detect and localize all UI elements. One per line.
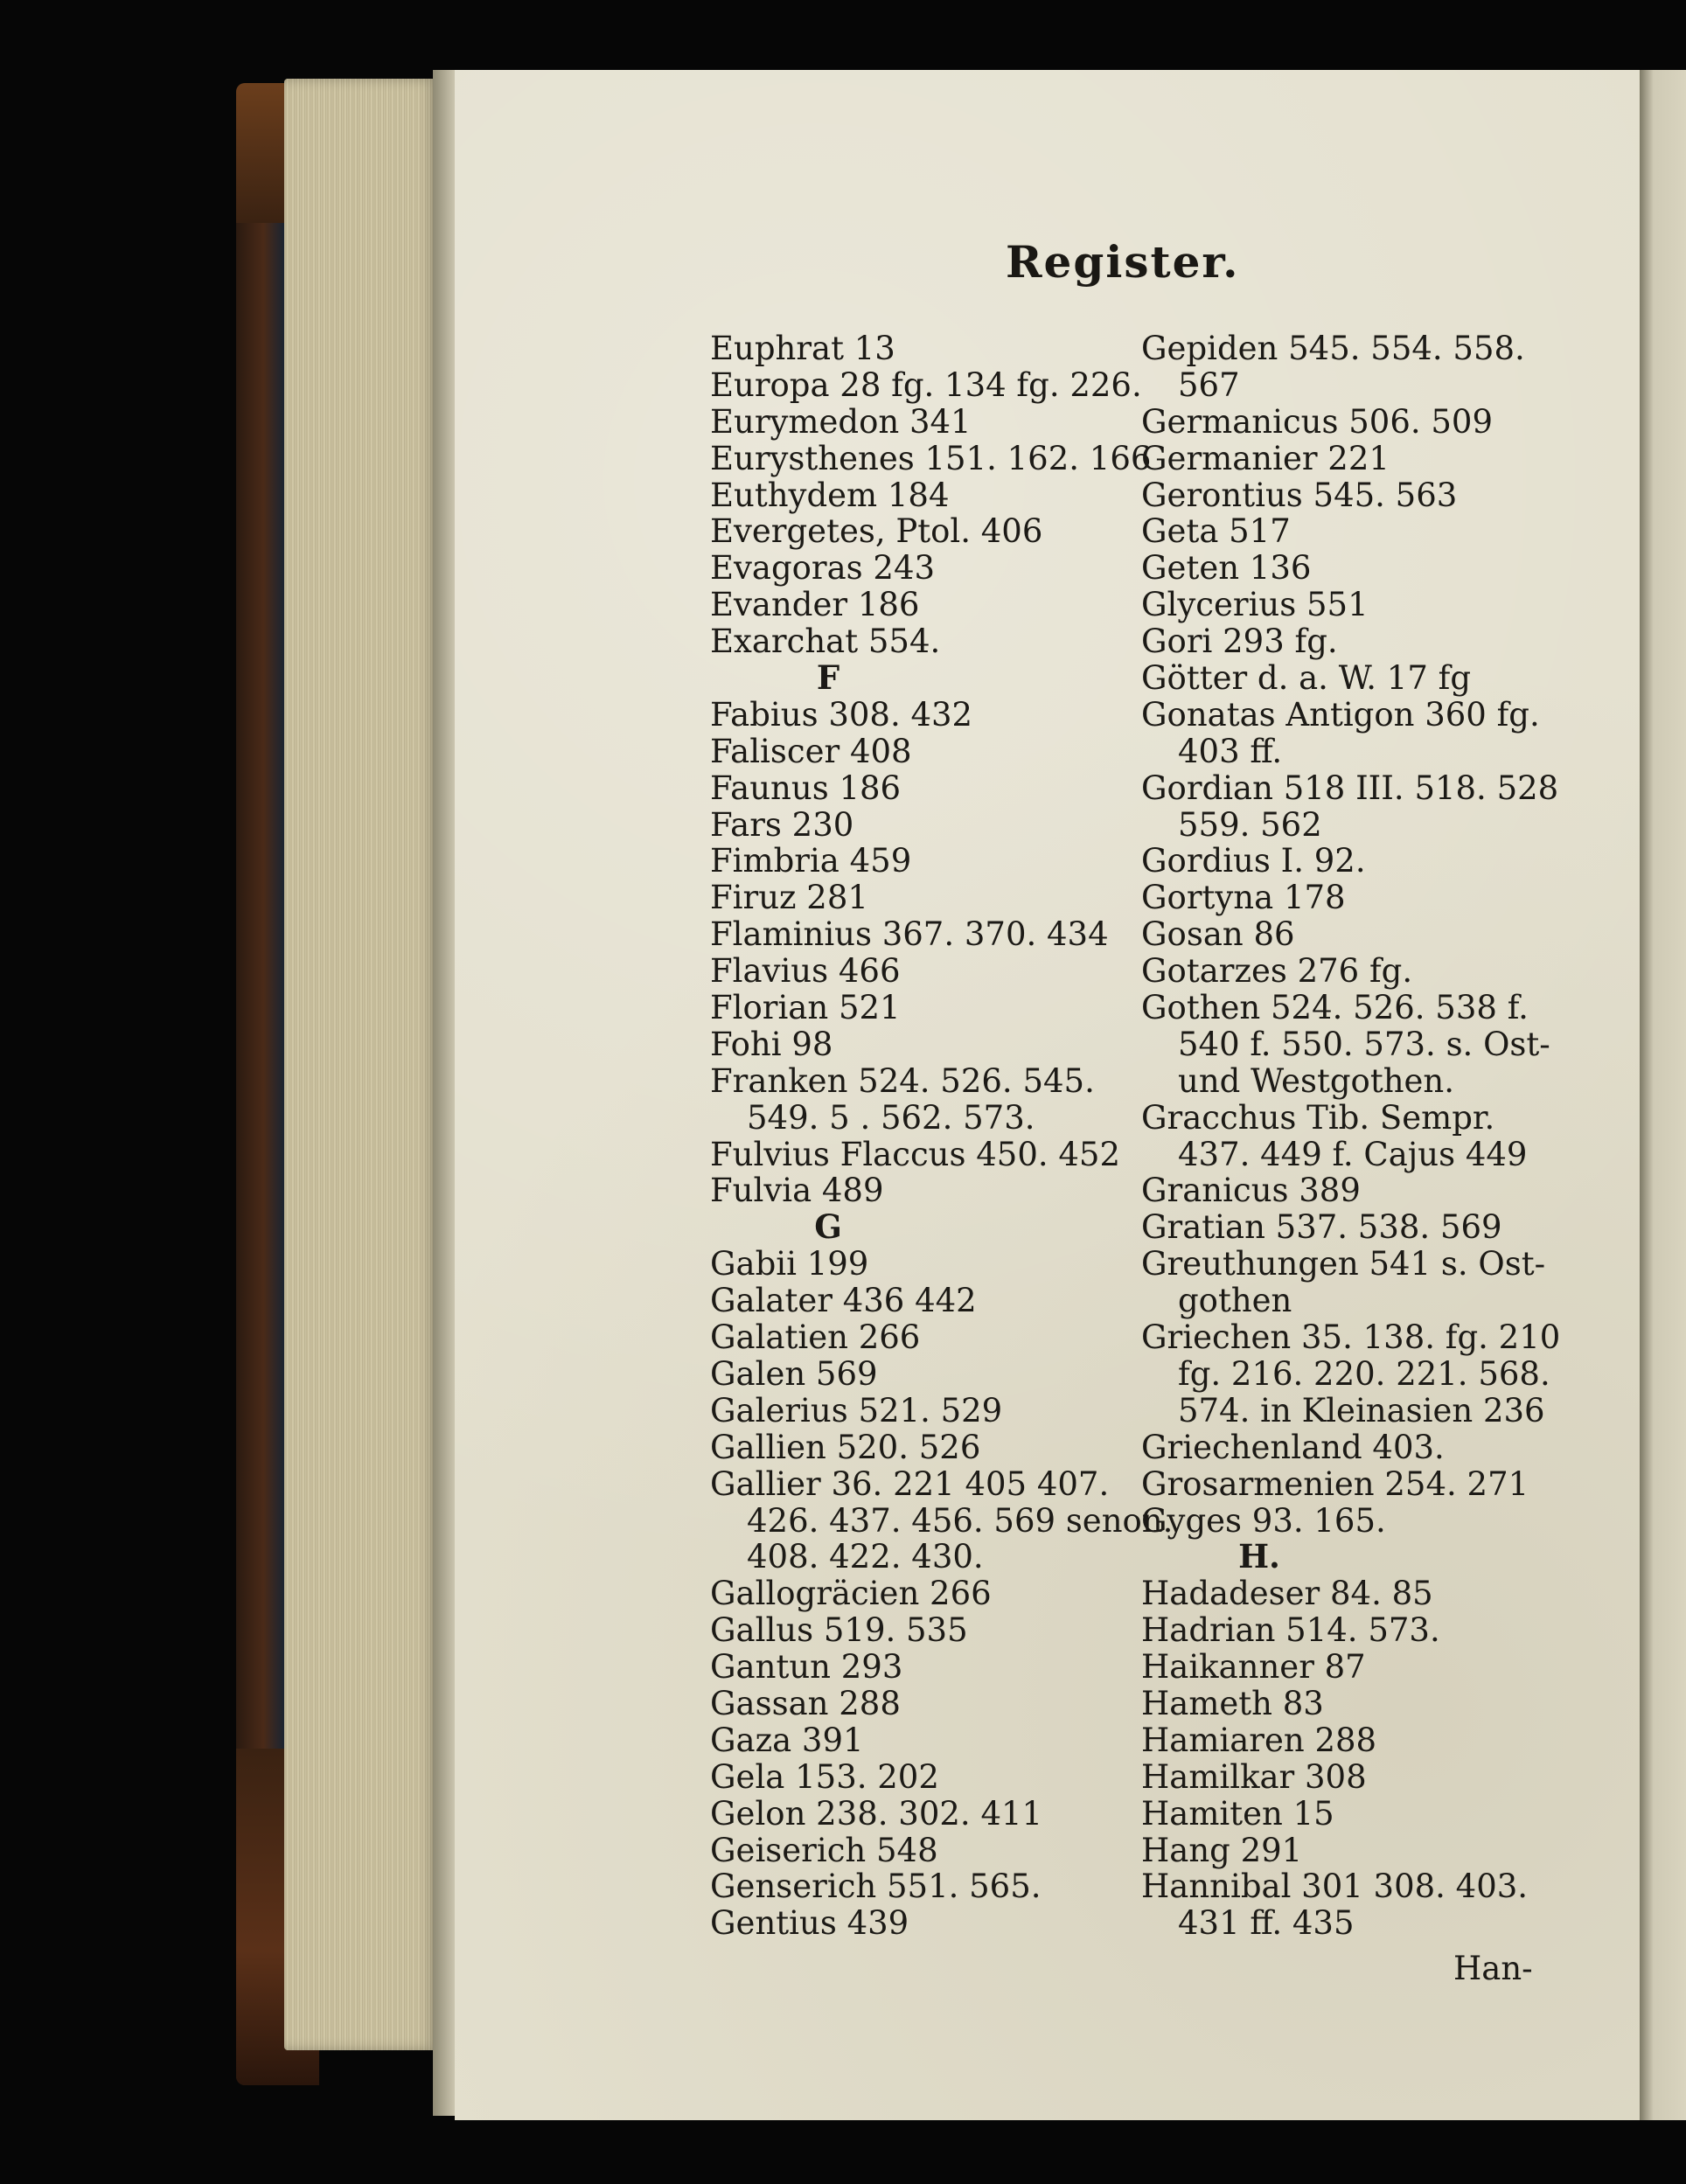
index-entry: Fabius 308. 432: [710, 695, 973, 734]
index-entry: Gratian 537. 538. 569: [1141, 1208, 1502, 1247]
index-entry: Exarchat 554.: [710, 623, 941, 661]
index-entry: Gallus 519. 535: [710, 1611, 968, 1650]
index-entry: Fulvius Flaccus 450. 452: [710, 1135, 1121, 1173]
index-entry: Gordius I. 92.: [1141, 842, 1366, 880]
index-entry: Griechen 35. 138. fg. 210: [1141, 1318, 1561, 1357]
index-entry: Genserich 551. 565.: [710, 1868, 1042, 1906]
index-entry: Gyges 93. 165.: [1141, 1501, 1386, 1540]
index-entry: Glycerius 551: [1141, 586, 1369, 624]
index-entry: Hameth 83: [1141, 1684, 1324, 1722]
index-entry: Germanicus 506. 509: [1141, 402, 1494, 441]
index-column-right: [1141, 330, 1561, 1942]
index-entry: Grosarmenien 254. 271: [1141, 1464, 1529, 1503]
index-entry: Gelon 238. 302. 411: [710, 1794, 1043, 1833]
index-entry: 403 ff.: [1178, 732, 1283, 770]
index-entry: Galerius 521. 529: [710, 1391, 1003, 1429]
index-entry: Galatien 266: [710, 1318, 921, 1357]
index-entry: Faunus 186: [710, 769, 902, 807]
index-entry: Gallogräcien 266: [710, 1575, 992, 1613]
index-entry: Fimbria 459: [710, 842, 912, 880]
index-entry: Haikanner 87: [1141, 1648, 1366, 1687]
index-entry: Gotarzes 276 fg.: [1141, 952, 1413, 991]
index-entry: Fars 230: [710, 805, 854, 844]
index-entry: Gentius 439: [710, 1904, 909, 1943]
index-column-left: [710, 330, 1174, 1943]
index-entry: 559. 562: [1178, 805, 1322, 844]
index-entry: Euthydem 184: [710, 476, 950, 514]
index-entry: Gallier 36. 221 405 407.: [710, 1464, 1110, 1503]
index-entry: Franken 524. 526. 545.: [710, 1061, 1095, 1100]
index-entry: 431 ff. 435: [1178, 1904, 1355, 1943]
index-entry: Gonatas Antigon 360 fg.: [1141, 695, 1540, 734]
section-letter: G: [814, 1207, 842, 1247]
facing-page-edge: [1640, 70, 1686, 2120]
index-entry: Firuz 281: [710, 879, 868, 917]
index-entry: Granicus 389: [1141, 1172, 1361, 1210]
index-entry: Gori 293 fg.: [1141, 623, 1338, 661]
index-entry: gothen: [1178, 1282, 1292, 1320]
index-entry: Galater 436 442: [710, 1282, 977, 1320]
index-entry: Gracchus Tib. Sempr.: [1141, 1098, 1495, 1137]
index-entry: Evergetes, Ptol. 406: [710, 512, 1043, 551]
page-edges: [284, 79, 437, 2050]
index-entry: Hang 291: [1141, 1831, 1303, 1869]
index-entry: Hadrian 514. 573.: [1141, 1611, 1440, 1650]
index-entry: Greuthungen 541 s. Ost-: [1141, 1245, 1546, 1283]
index-entry: Geten 136: [1141, 549, 1312, 588]
section-letter: F: [816, 658, 840, 698]
index-entry: 540 f. 550. 573. s. Ost-: [1178, 1025, 1550, 1063]
index-entry: Gosan 86: [1141, 915, 1295, 954]
index-entry: Geta 517: [1141, 512, 1291, 551]
index-entry: Evagoras 243: [710, 549, 936, 588]
index-entry: Gerontius 545. 563: [1141, 476, 1458, 514]
catchword: Han-: [1453, 1950, 1533, 1987]
index-entry: Germanier 221: [1141, 439, 1390, 477]
index-entry: Fohi 98: [710, 1025, 833, 1063]
index-entry: Europa 28 fg. 134 fg. 226.: [710, 365, 1142, 404]
index-entry: Hamiaren 288: [1141, 1721, 1377, 1759]
index-entry: Gothen 524. 526. 538 f.: [1141, 989, 1529, 1027]
index-entry: 437. 449 f. Cajus 449: [1178, 1135, 1528, 1173]
index-entry: Gassan 288: [710, 1684, 901, 1722]
index-entry: Gortyna 178: [1141, 879, 1346, 917]
index-entry: Eurymedon 341: [710, 402, 972, 441]
index-entry: Hamiten 15: [1141, 1794, 1334, 1833]
index-entry: Faliscer 408: [710, 732, 912, 770]
section-letter: H.: [1238, 1537, 1280, 1576]
index-entry: Galen 569: [710, 1354, 878, 1393]
index-entry: Gordian 518 III. 518. 528: [1141, 769, 1559, 807]
index-entry: Fulvia 489: [710, 1172, 884, 1210]
index-entry: Götter d. a. W. 17 fg: [1141, 659, 1472, 698]
index-entry: Euphrat 13: [710, 330, 895, 367]
index-entry: Flaminius 367. 370. 434: [710, 915, 1109, 954]
index-entry: Griechenland 403.: [1141, 1428, 1445, 1466]
index-entry: 567: [1178, 365, 1240, 404]
index-entry: fg. 216. 220. 221. 568.: [1178, 1354, 1550, 1393]
index-entry: Gaza 391: [710, 1721, 864, 1759]
page-title: Register.: [1006, 236, 1240, 288]
index-entry: Gabii 199: [710, 1245, 869, 1283]
index-entry: Hadadeser 84. 85: [1141, 1575, 1433, 1613]
index-entry: Gantun 293: [710, 1648, 903, 1687]
index-entry: Flavius 466: [710, 952, 901, 991]
index-entry: 426. 437. 456. 569 senon.: [747, 1501, 1174, 1540]
index-entry: 574. in Kleinasien 236: [1178, 1391, 1545, 1429]
index-entry: Geiserich 548: [710, 1831, 938, 1869]
index-entry: Gepiden 545. 554. 558.: [1141, 330, 1525, 367]
index-entry: Florian 521: [710, 989, 901, 1027]
index-entry: Evander 186: [710, 586, 920, 624]
index-entry: und Westgothen.: [1178, 1061, 1455, 1100]
index-entry: Hannibal 301 308. 403.: [1141, 1868, 1529, 1906]
index-entry: 408. 422. 430.: [747, 1538, 984, 1576]
index-entry: Hamilkar 308: [1141, 1757, 1367, 1796]
index-entry: Eurysthenes 151. 162. 166: [710, 439, 1152, 477]
index-entry: Gela 153. 202: [710, 1757, 939, 1796]
index-entry: 549. 5 . 562. 573.: [747, 1098, 1035, 1137]
index-entry: Gallien 520. 526: [710, 1428, 981, 1466]
